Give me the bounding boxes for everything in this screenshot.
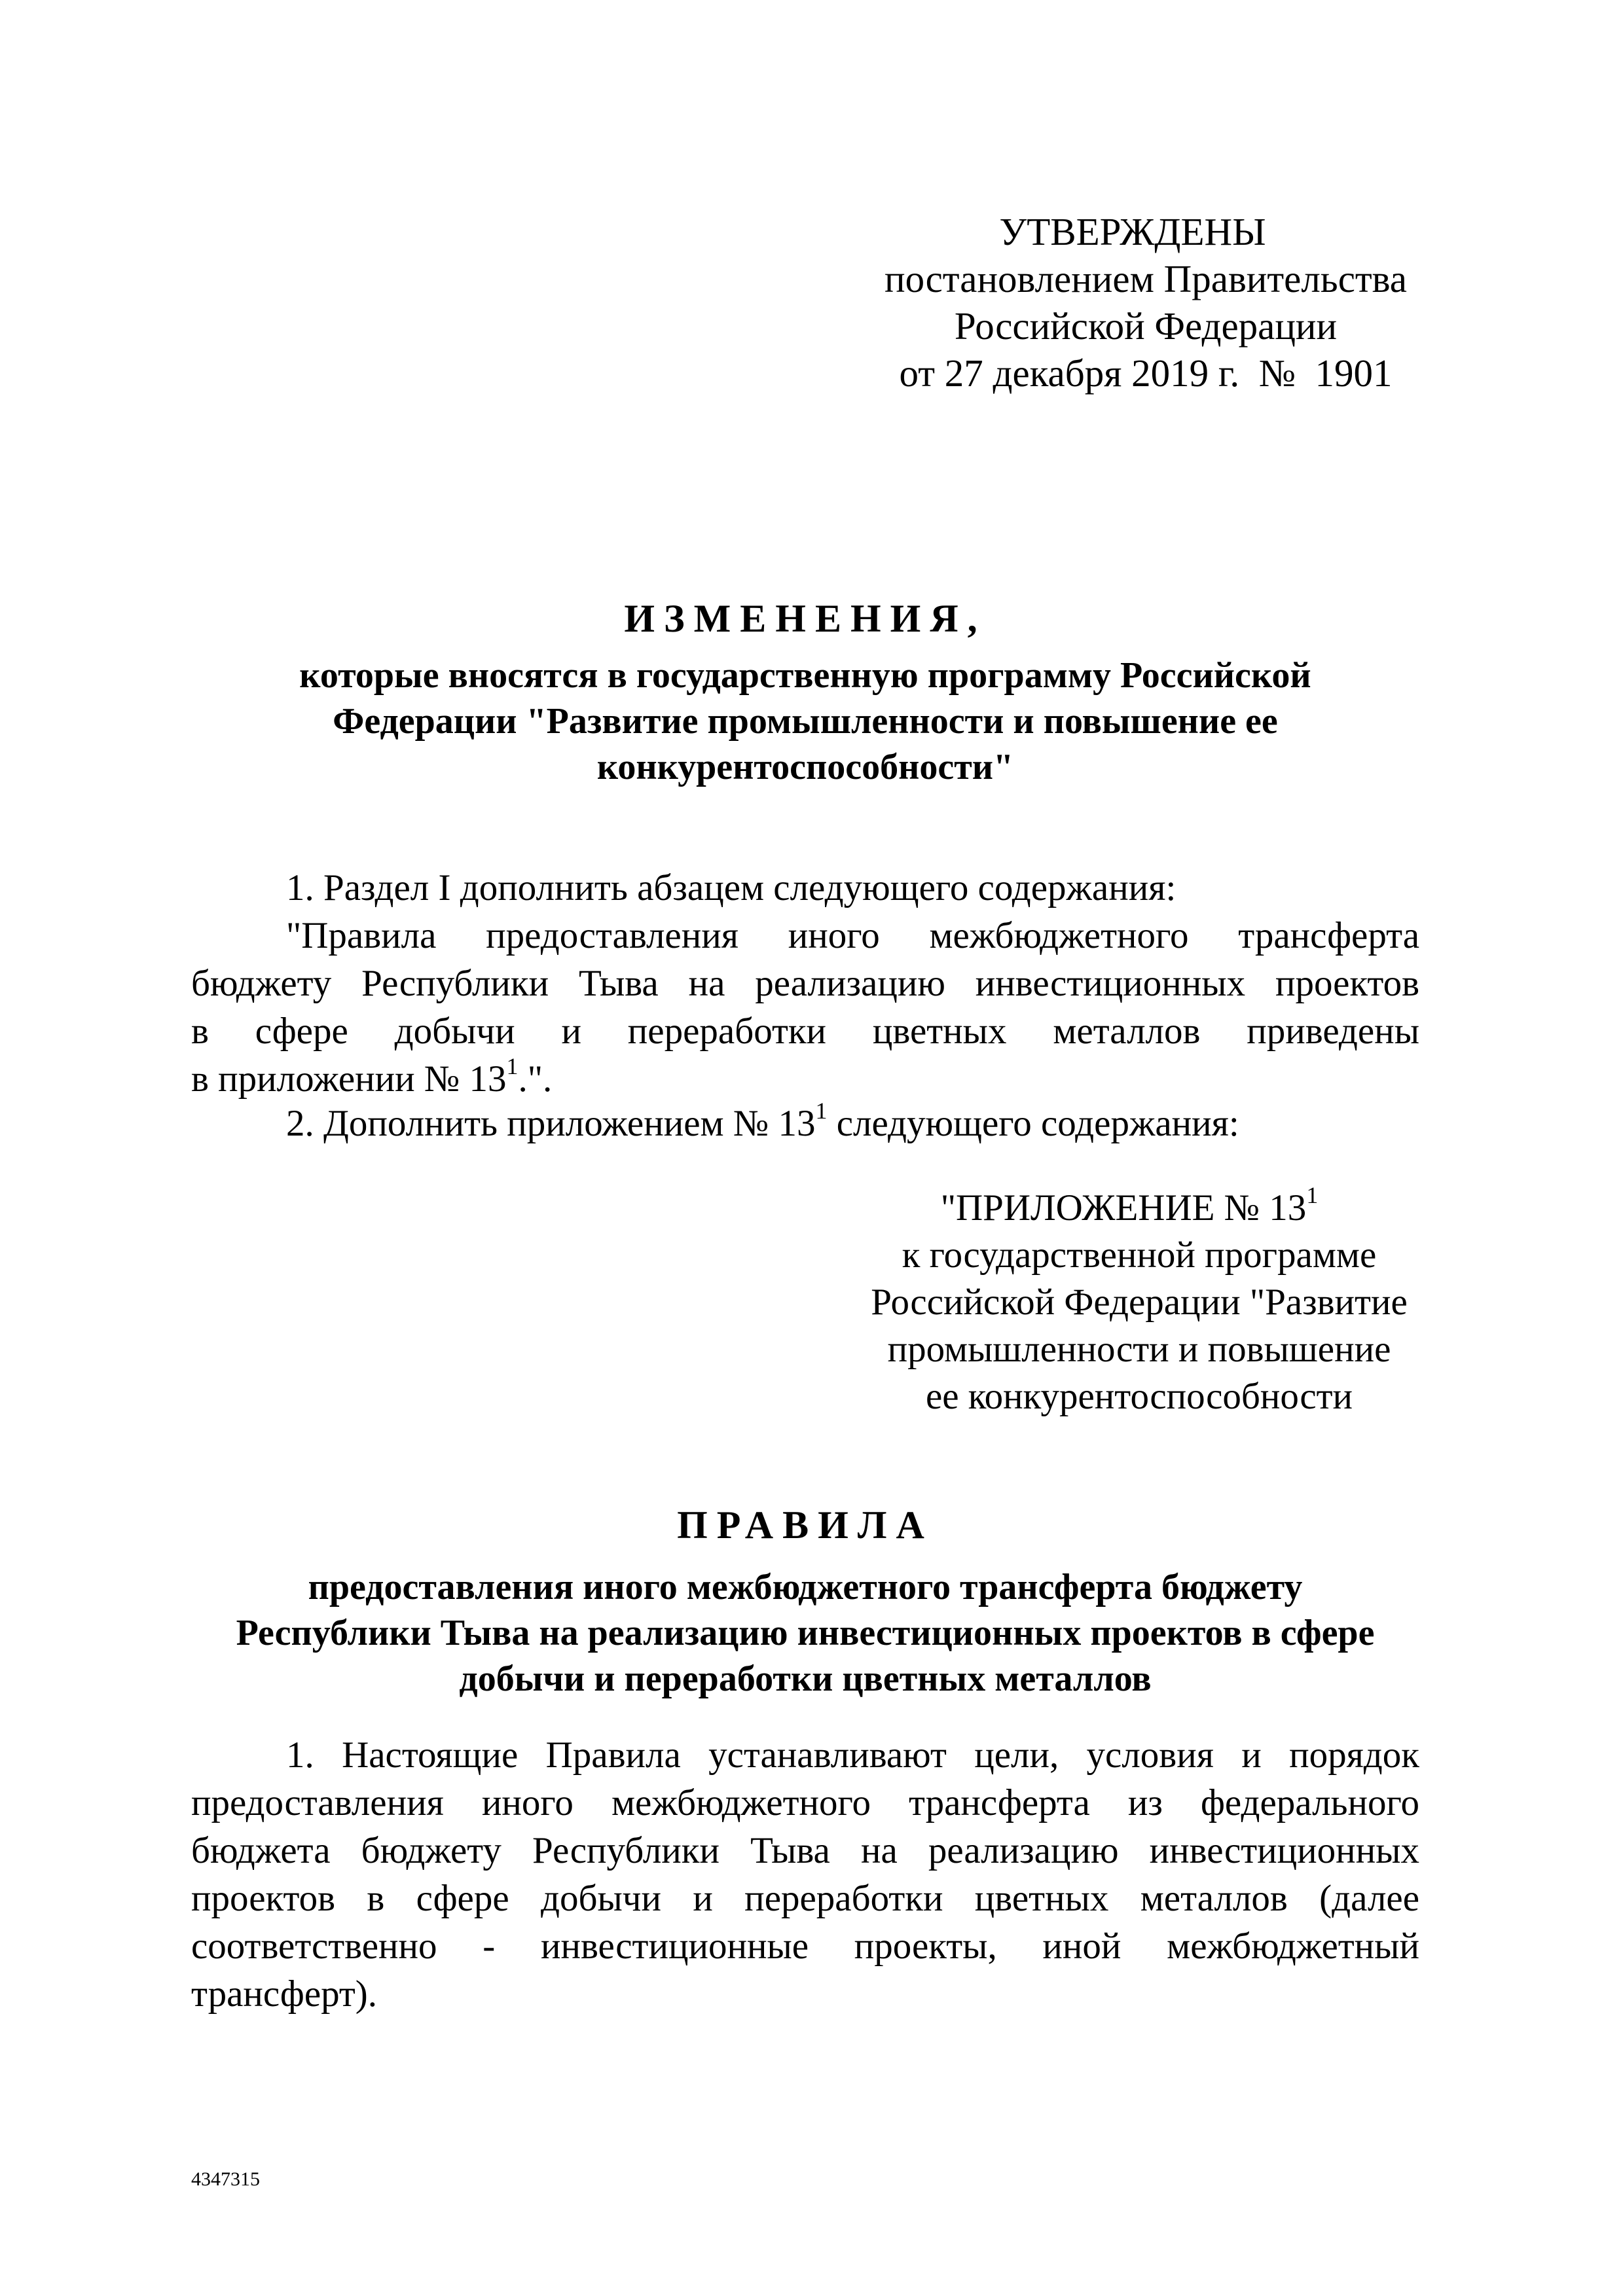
item-2-end: следующего содержания:	[827, 1103, 1239, 1144]
item-1-line-2: бюджету Республики Тыва на реализацию инвестиционных проектов	[191, 963, 1419, 1004]
rules-item-1-line-5: соответственно - инвестиционные проекты, иной межбюджетный	[191, 1926, 1419, 1967]
approval-number: 1901	[1315, 351, 1393, 395]
item-1-paragraph	[191, 864, 1419, 1103]
rules-subtitle-line-3: добычи и переработки цветных металлов	[459, 1659, 1152, 1699]
item-2-line	[191, 1100, 1419, 1147]
appendix-header	[851, 1182, 1427, 1420]
rules-item-1-line-1: 1. Настоящие Правила устанавливают цели, условия и порядок	[286, 1734, 1419, 1776]
approval-dateline	[851, 350, 1440, 397]
changes-heading	[190, 592, 1421, 790]
item-1-line-1: "Правила предоставления иного межбюджетного трансферта	[286, 915, 1419, 956]
appendix-line-2: Российской Федерации "Развитие	[871, 1282, 1408, 1323]
item-1-line-4-start: в приложении № 13	[191, 1058, 507, 1100]
approval-number-label: №	[1258, 351, 1296, 395]
appendix-line-1: к государственной программе	[902, 1234, 1377, 1276]
item-1-line-4	[191, 1055, 1419, 1103]
appendix-line-3: промышленности и повышение	[887, 1329, 1391, 1370]
approval-stamp	[851, 208, 1440, 397]
rules-item-1-line-3: бюджета бюджету Республики Тыва на реализацию инвестиционных	[191, 1830, 1419, 1871]
changes-subtitle-line-3: конкурентоспособности"	[596, 747, 1014, 787]
appendix-title-sup: 1	[1306, 1182, 1319, 1208]
rules-title: ПРАВИЛА	[677, 1503, 934, 1547]
appendix-title	[831, 1182, 1427, 1232]
approval-line-1: постановлением Правительства	[884, 257, 1407, 300]
item-1-intro: 1. Раздел I дополнить абзацем следующего содержания:	[286, 867, 1176, 908]
rules-item-1-line-4: проектов в сфере добычи и переработки цветных металлов (далее	[191, 1878, 1419, 1919]
document-number: 4347315	[191, 2168, 260, 2190]
changes-title: ИЗМЕНЕНИЯ,	[624, 597, 987, 640]
item-1-line-4-sup: 1	[506, 1053, 519, 1079]
item-2-start: 2. Дополнить приложением № 13	[286, 1103, 816, 1144]
rules-heading	[190, 1499, 1421, 1702]
rules-subtitle-line-1: предоставления иного межбюджетного трансферта бюджету	[308, 1567, 1303, 1607]
item-1-line-4-end: .".	[518, 1058, 553, 1100]
item-2-paragraph	[191, 1100, 1419, 1147]
changes-subtitle-line-2: Федерации "Развитие промышленности и повышение ее	[333, 701, 1278, 742]
rules-item-1-line-2: предоставления иного межбюджетного трансферта из федерального	[191, 1782, 1419, 1823]
appendix-title-text: "ПРИЛОЖЕНИЕ № 13	[940, 1187, 1307, 1229]
rules-item-1-line-6: трансферт).	[191, 1973, 378, 2015]
item-1-line-3: в сфере добычи и переработки цветных металлов приведены	[191, 1011, 1419, 1052]
appendix-line-4: ее конкурентоспособности	[925, 1376, 1353, 1417]
approval-line-2: Российской Федерации	[954, 304, 1338, 348]
approval-date: от 27 декабря 2019 г.	[899, 351, 1240, 395]
item-2-sup: 1	[815, 1098, 828, 1124]
rules-item-1-paragraph	[191, 1731, 1419, 2018]
changes-subtitle-line-1: которые вносятся в государственную программу Российской	[299, 655, 1311, 696]
rules-subtitle-line-2: Республики Тыва на реализацию инвестиционных проектов в сфере	[236, 1613, 1375, 1653]
approval-title: УТВЕРЖДЕНЫ	[999, 210, 1266, 253]
